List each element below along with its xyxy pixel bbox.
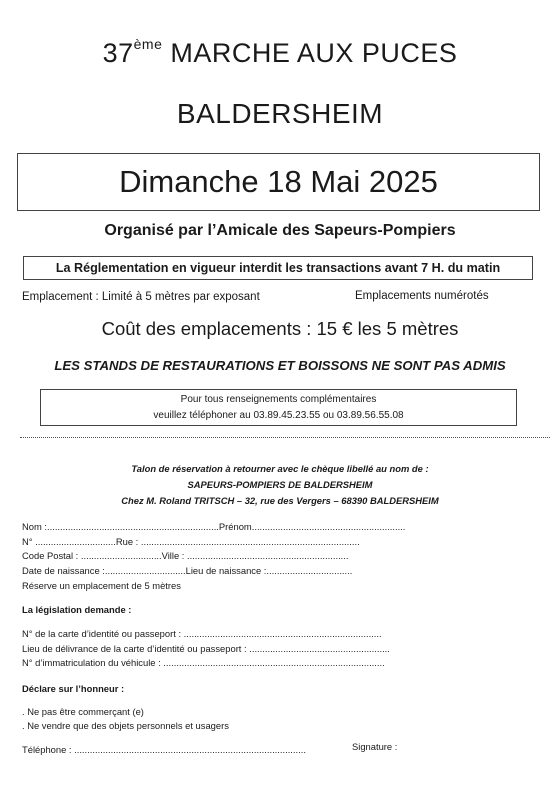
field-immatriculation[interactable]: N° d’immatriculation du véhicule : .....................................................................................: [22, 657, 385, 668]
reservation-slip-header: [0, 461, 560, 509]
edition-number: 37: [102, 38, 134, 68]
numbered-locations: Emplacements numérotés: [355, 290, 489, 302]
stands-notice: LES STANDS DE RESTAURATIONS ET BOISSONS NE SONT PAS ADMIS: [54, 358, 506, 373]
declaration-heading: Déclare sur l’honneur :: [22, 683, 125, 694]
declaration-item-2: . Ne vendre que des objets personnels et usagers: [22, 720, 229, 731]
signature-label: Signature :: [352, 741, 398, 752]
info-line-1: Pour tous renseignements complémentaires: [180, 394, 377, 405]
talon-line-3: Chez M. Roland TRITSCH – 32, rue des Vergers – 68390 BALDERSHEIM: [121, 495, 439, 506]
info-phones: veuillez téléphoner au 03.89.45.23.55 ou 03.89.56.55.08: [153, 410, 404, 421]
declaration-item-1: . Ne pas être commerçant (e): [22, 706, 144, 717]
organizer: Organisé par l’Amicale des Sapeurs-Pompiers: [104, 222, 456, 239]
field-nom-prenom[interactable]: Nom :..................................................................Prénom...........................................................: [22, 521, 406, 532]
location-cost: Coût des emplacements : 15 € les 5 mètres: [101, 318, 459, 339]
talon-line-1: Talon de réservation à retourner avec le chèque libellé au nom de :: [131, 463, 429, 474]
field-telephone[interactable]: Téléphone : .........................................................................................: [22, 744, 306, 755]
info-box: [40, 389, 517, 426]
field-numero-rue[interactable]: N° ...............................Rue : ....................................................................................: [22, 536, 360, 547]
talon-line-2: SAPEURS-POMPIERS DE BALDERSHEIM: [187, 479, 373, 490]
field-naissance[interactable]: Date de naissance :...............................Lieu de naissance :.................................: [22, 565, 353, 576]
event-date-box: [17, 153, 540, 211]
field-carte-identite[interactable]: N° de la carte d’identité ou passeport : ............................................................................: [22, 628, 382, 639]
field-cp-ville[interactable]: Code Postal : ...............................Ville : ..............................................................: [22, 550, 349, 561]
regulation-text: La Réglementation en vigueur interdit les transactions avant 7 H. du matin: [55, 261, 501, 275]
event-title: [0, 38, 560, 69]
event-name: MARCHE AUX PUCES: [162, 38, 458, 68]
town-name: BALDERSHEIM: [176, 98, 384, 129]
edition-suffix: ème: [133, 36, 163, 52]
cut-line: [20, 437, 550, 438]
reserve-text: Réserve un emplacement de 5 mètres: [22, 580, 181, 591]
legislation-heading: La législation demande :: [22, 604, 132, 615]
event-date: Dimanche 18 Mai 2025: [119, 164, 438, 199]
location-limit: Emplacement : Limité à 5 mètres par exposant: [22, 291, 260, 303]
field-lieu-delivrance[interactable]: Lieu de délivrance de la carte d’identité ou passeport : ......................................................: [22, 643, 390, 654]
regulation-box: [23, 256, 533, 280]
